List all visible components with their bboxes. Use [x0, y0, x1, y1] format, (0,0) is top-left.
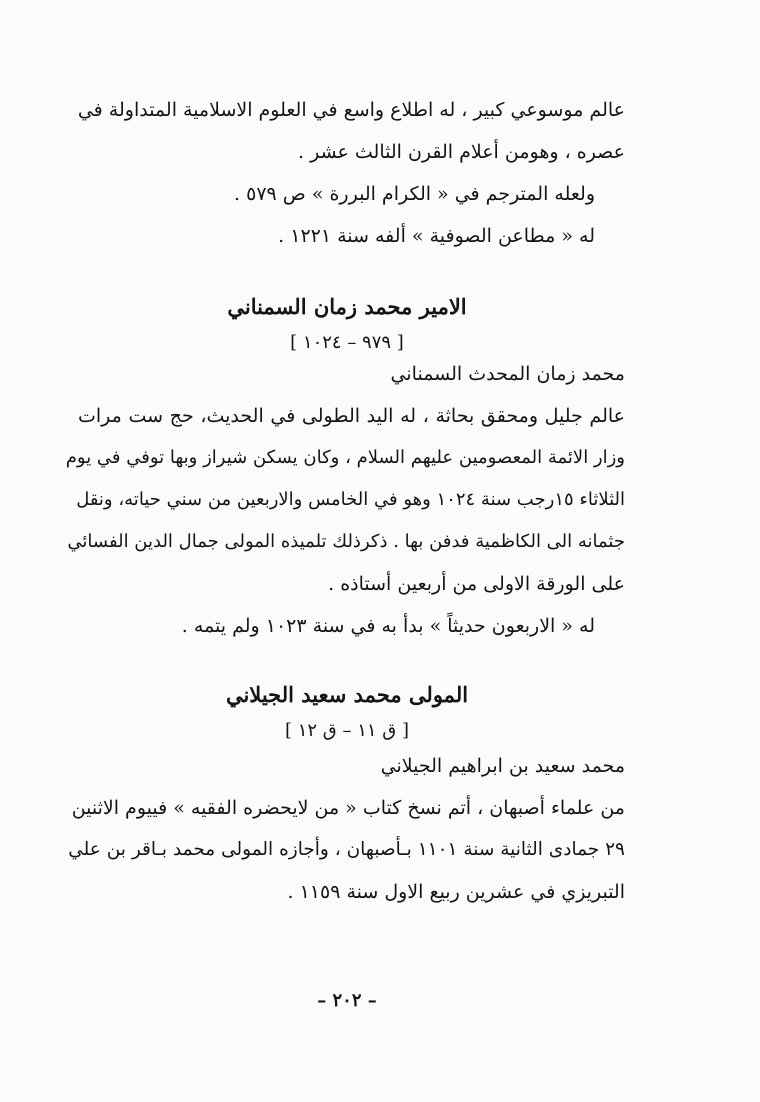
- body-text-line: جثمانه الى الكاظمية فدفن بها . ذكرذلك تلميذه المولى جمال الدين الفسائي: [67, 531, 625, 552]
- works-note: له « الاربعون حديثاً » بدأ به في سنة ١٠٢٣ ولم يتمه .: [181, 615, 595, 637]
- entry-dates: [ ق ١١ – ق ١٢ ]: [284, 720, 409, 741]
- entry-full-name: محمد سعيد بن ابراهيم الجيلاني: [380, 755, 625, 777]
- body-text-line: وزار الائمة المعصومين عليهم السلام ، وكان يسكن شيراز وبها توفي في يوم: [65, 447, 625, 468]
- entry-dates: [ ٩٧٩ – ١٠٢٤ ]: [290, 332, 404, 353]
- body-text-line: عالم جليل ومحقق بحاثة ، له اليد الطولى في الحديث، حج ست مرات: [78, 405, 625, 427]
- works-note: له « مطاعن الصوفية » ألفه سنة ١٢٢١ .: [278, 225, 595, 247]
- body-text-line: عصره ، وهومن أعلام القرن الثالث عشر .: [298, 141, 625, 163]
- body-text-line: على الورقة الاولى من أربعين أستاذه .: [328, 573, 625, 595]
- body-text-line: الثلاثاء ١٥رجب سنة ١٠٢٤ وهو في الخامس والاربعين من سني حياته، ونقل: [76, 489, 625, 510]
- reference-note: ولعله المترجم في « الكرام البررة » ص ٥٧٩ .: [234, 183, 595, 205]
- entry-heading: المولى محمد سعيد الجيلاني: [225, 682, 469, 707]
- entry-heading: الامير محمد زمان السمناني: [227, 294, 467, 319]
- page-number: – ٢٠٢ –: [317, 990, 377, 1011]
- body-text-line: عالم موسوعي كبير ، له اطلاع واسع في العلوم الاسلامية المتداولة في: [77, 99, 625, 121]
- entry-full-name: محمد زمان المحدث السمناني: [390, 363, 625, 385]
- body-text-line: ٢٩ جمادى الثانية سنة ١١٠١ بـأصبهان ، وأجازه المولى محمد بـاقر بن علي: [68, 839, 625, 860]
- body-text-line: من علماء أصبهان ، أتم نسخ كتاب « من لايحضره الفقيه » فييوم الاثنين: [71, 797, 625, 819]
- body-text-line: التبريزي في عشرين ربيع الاول سنة ١١٥٩ .: [287, 881, 625, 903]
